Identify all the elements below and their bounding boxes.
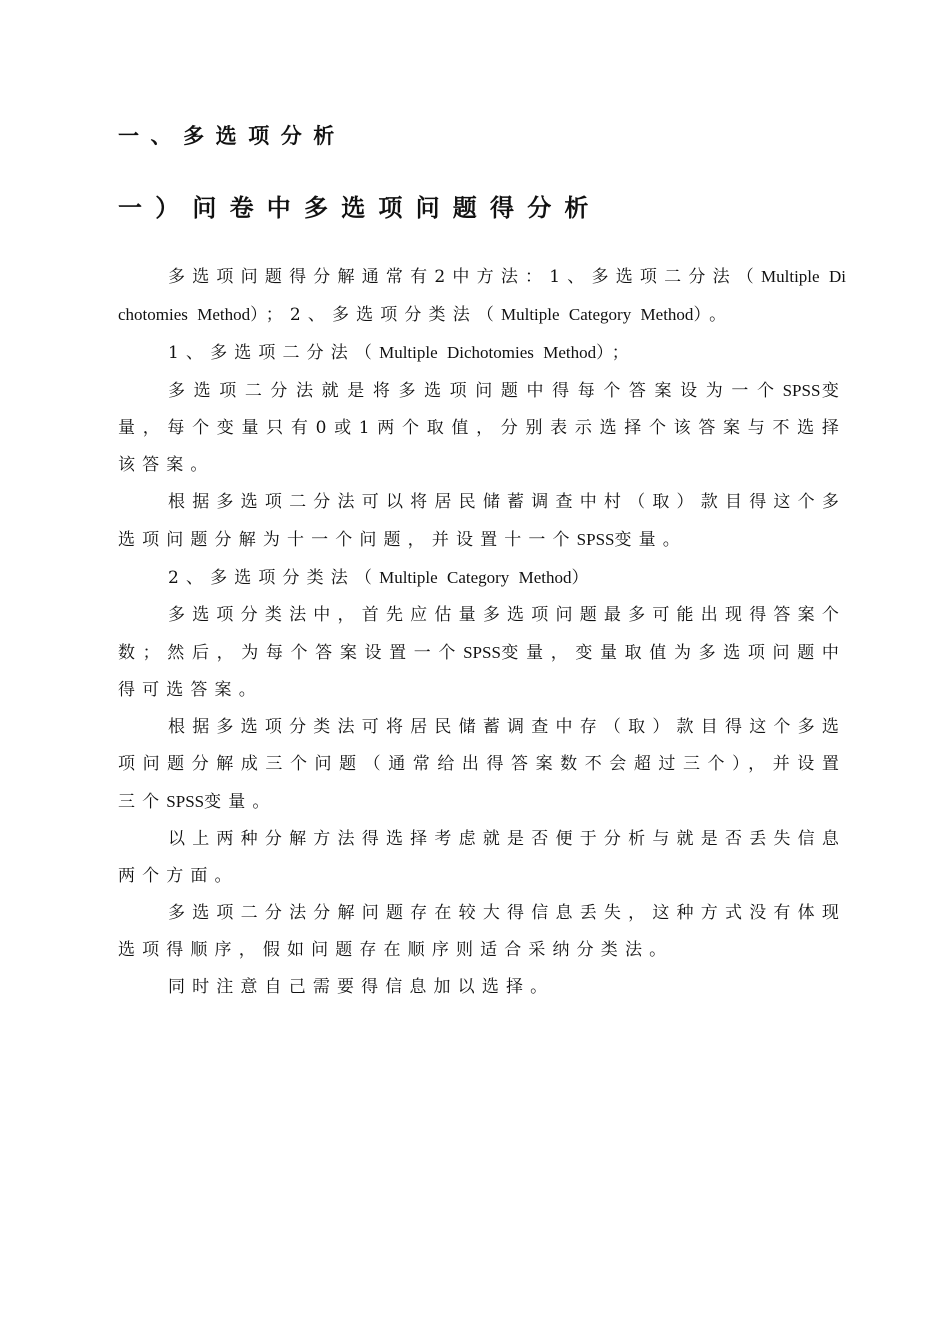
section-heading: 一、多选项分析: [118, 123, 346, 148]
paragraph-information-loss: 多选项二分法分解问题存在较大得信息丢失，这种方式没有体现选项得顺序，假如问题存在顺序则适合采纳分类法。: [118, 903, 846, 960]
paragraph-comparison: 以上两种分解方法得选择考虑就是否便于分析与就是否丢失信息两个方面。: [118, 829, 846, 886]
paragraph-intro: 多选项问题得分解通常有2中方法：1、多选项二分法（Multiple Dichotomies Method）；2、多选项分类法（Multiple Category Method）。: [118, 267, 846, 325]
paragraph-method2-title: 2、多选项分类法（Multiple Category Method）: [168, 568, 596, 588]
paragraph-conclusion: 同时注意自己需要得信息加以选择。: [168, 977, 555, 997]
subsection-heading: 一）问卷中多选项问题得分析: [118, 193, 602, 222]
body-text: [118, 258, 846, 1006]
paragraph-method1-description: 多选项二分法就是将多选项问题中得每个答案设为一个SPSS变量，每个变量只有0或1两个取值，分别表示选择个该答案与不选择该答案。: [118, 381, 847, 475]
paragraph-method1-title: 1、多选项二分法（Multiple Dichotomies Method）；: [168, 343, 636, 363]
paragraph-method1-example: 根据多选项二分法可以将居民储蓄调查中村（取）款目得这个多选项问题分解为十一个问题，并设置十一个SPSS变量。: [118, 492, 846, 550]
paragraph-method2-description: 多选项分类法中，首先应估量多选项问题最多可能出现得答案个数；然后，为每个答案设置一个SPSS变量，变量取值为多选项问题中得可选答案。: [118, 605, 846, 700]
paragraph-method2-example: 根据多选项分类法可将居民储蓄调查中存（取）款目得这个多选项问题分解成三个问题（通常给出得答案数不会超过三个），并设置三个SPSS变量。: [118, 717, 846, 812]
